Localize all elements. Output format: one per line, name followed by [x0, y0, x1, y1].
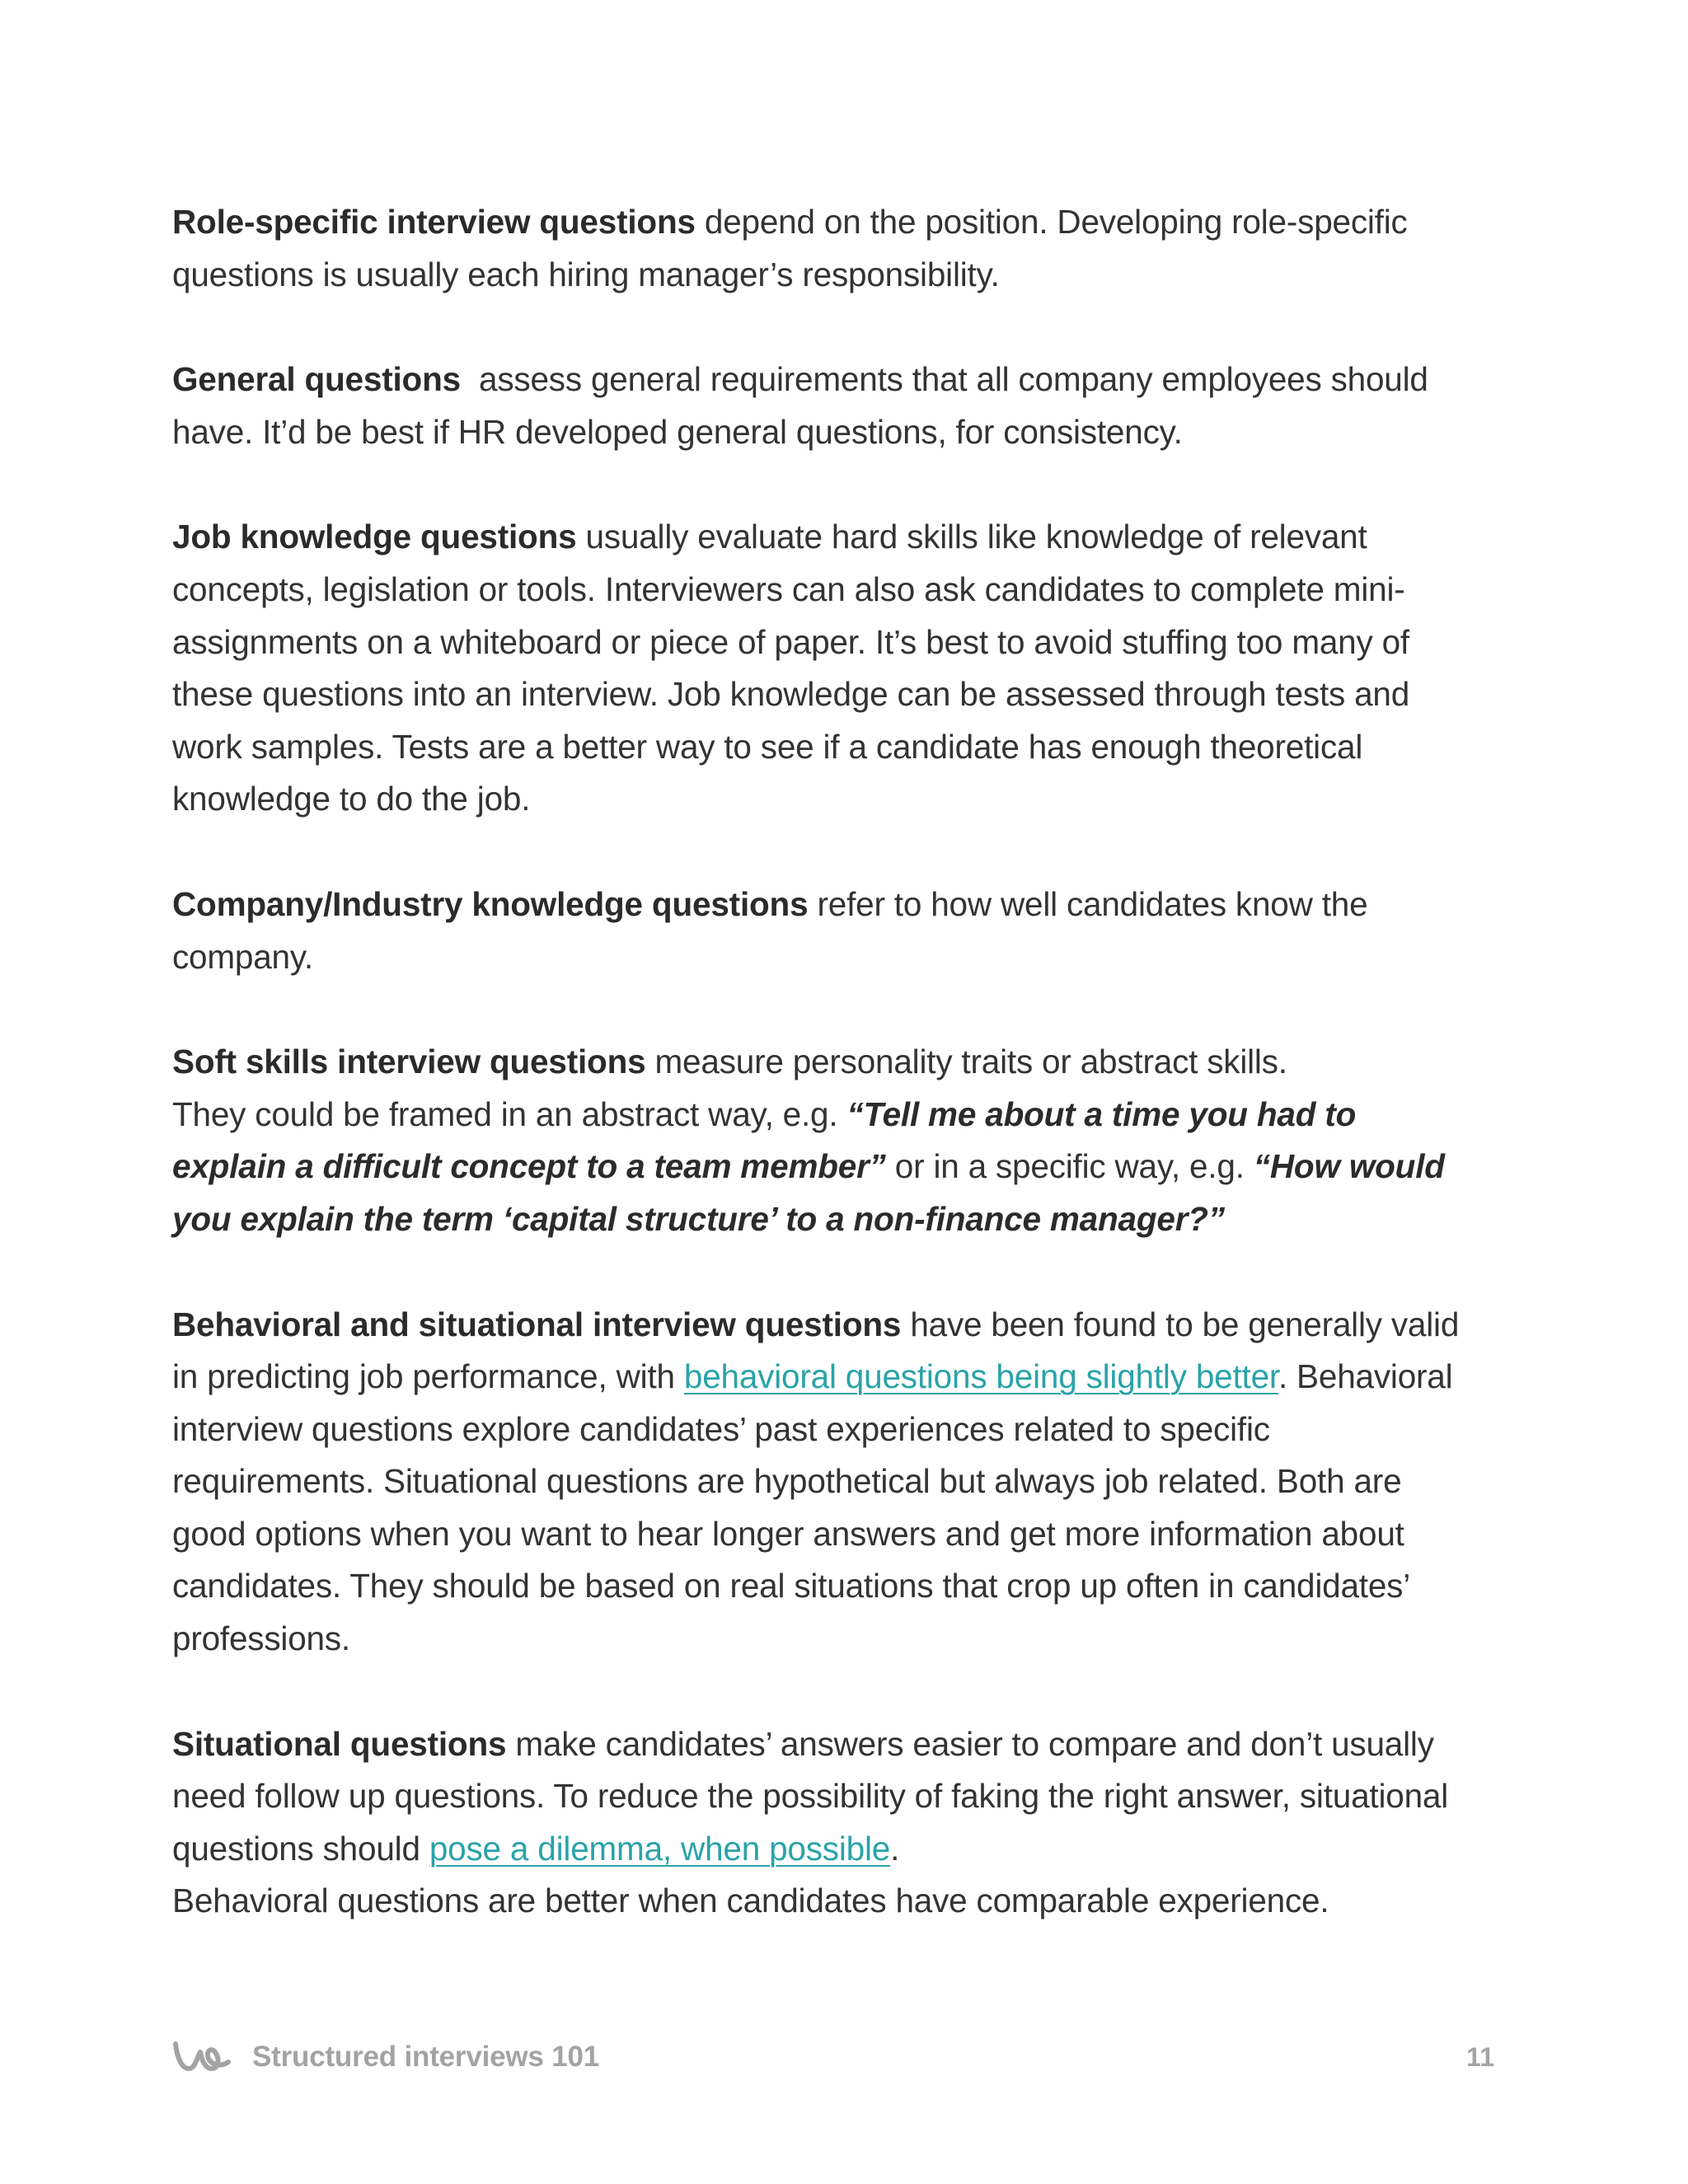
footer-title: Structured interviews 101 — [252, 2041, 599, 2073]
text-role-specific: depend on the position. Developing role-specific questions is usually each hiring manager’s responsibility. — [172, 203, 1408, 293]
paragraph-company-knowledge — [172, 879, 1475, 983]
page-content — [172, 196, 1475, 1980]
text-situational-2: . — [890, 1829, 900, 1868]
page-number: 11 — [1466, 2042, 1494, 2072]
paragraph-behavioral-situational — [172, 1299, 1475, 1666]
page-footer — [172, 2034, 1494, 2083]
quote-abstract-example: “Tell me about a time you had to explain a difficult concept to a team member” — [172, 1094, 1357, 1186]
text-soft-skills-1: measure personality traits or abstract skills. — [645, 1043, 1287, 1081]
term-general: General questions — [172, 360, 461, 399]
quote-specific-example: “How would you explain the term ‘capital structure’ to a non-finance manager?” — [172, 1147, 1445, 1238]
text-behavioral-situational-2: . Behavioral interview questions explore candidates’ past experiences related to specific requirements. Situational questions are hypothetical but always job related. Both are good options when you want to hear longer answers and get more information about candidates. They should be based on real situations that crop up often in candidates’ professions. — [172, 1357, 1453, 1658]
paragraph-role-specific — [172, 196, 1475, 301]
term-behavioral-situational: Behavioral and situational interview questions — [172, 1305, 902, 1343]
text-job-knowledge: usually evaluate hard skills like knowledge of relevant concepts, legislation or tools. Interviewers can also ask candidates to complete mini-assignments on a whiteboard or piece of paper. It’s best to avoid stuffing too many of these questions into an interview. Job knowledge can be assessed through tests and work samples. Tests are a better way to see if a candidate has enough theoretical knowledge to do the job. — [172, 518, 1410, 818]
term-soft-skills: Soft skills interview questions — [172, 1043, 646, 1081]
link-pose-dilemma[interactable]: pose a dilemma, when possible — [429, 1829, 891, 1868]
term-situational: Situational questions — [172, 1724, 507, 1763]
paragraph-soft-skills — [172, 1036, 1475, 1245]
workable-logo-icon — [172, 2037, 232, 2074]
text-soft-skills-3: or in a specific way, e.g. — [885, 1147, 1254, 1186]
term-company-knowledge: Company/Industry knowledge questions — [172, 884, 809, 923]
term-job-knowledge: Job knowledge questions — [172, 518, 577, 556]
text-company-knowledge: refer to how well candidates know the company. — [172, 884, 1368, 976]
text-general: assess general requirements that all company employees should have. It’d be best if HR developed general questions, for consistency. — [172, 360, 1437, 451]
term-role-specific: Role-specific interview questions — [172, 203, 696, 241]
text-situational-3: Behavioral questions are better when candidates have comparable experience. — [172, 1882, 1329, 1920]
paragraph-situational — [172, 1718, 1475, 1928]
paragraph-job-knowledge — [172, 511, 1475, 826]
text-behavioral-situational-1: have been found to be generally valid in predicting job performance, with — [172, 1305, 1460, 1396]
text-situational-1: make candidates’ answers easier to compare and don’t usually need follow up questions. To reduce the possibility of faking the right answer, situational questions should — [172, 1724, 1449, 1868]
link-behavioral-better[interactable]: behavioral questions being slightly better — [683, 1357, 1278, 1396]
text-soft-skills-2: They could be framed in an abstract way, e.g. — [172, 1094, 847, 1133]
paragraph-general — [172, 354, 1475, 458]
